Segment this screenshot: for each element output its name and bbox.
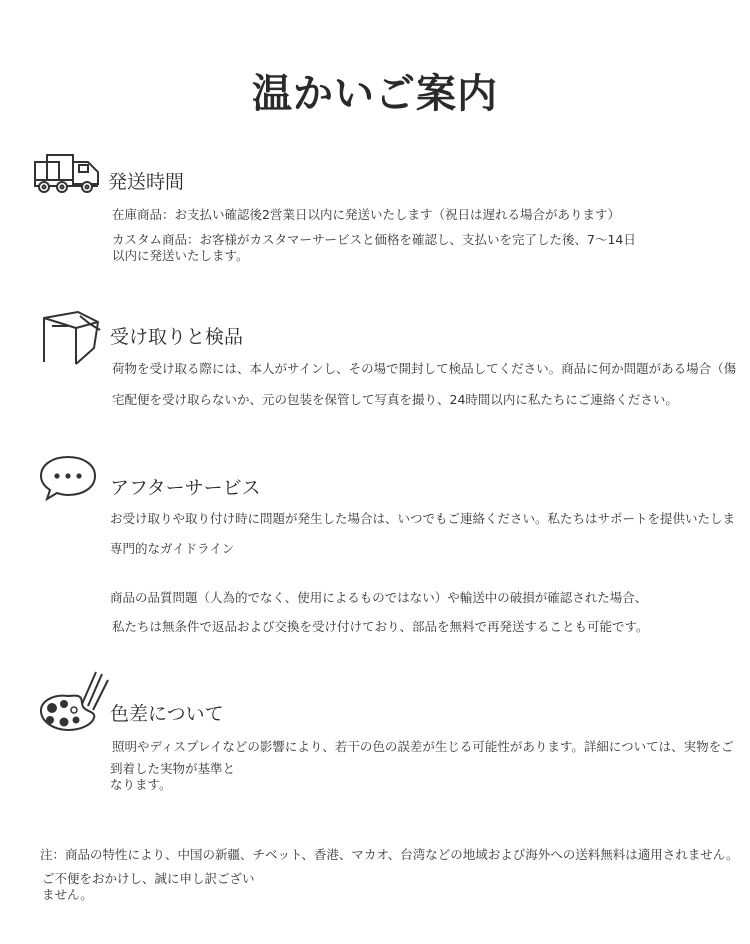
- chat-bubble-icon: [38, 454, 98, 502]
- section-heading-shipping: 発送時間: [108, 171, 185, 193]
- color-line-standard-cont: なります。: [110, 777, 172, 792]
- truck-icon: [32, 152, 104, 196]
- page-title: 温かいご案内: [252, 71, 498, 117]
- note-line-apology-cont: ません。: [42, 887, 93, 902]
- shipping-line-custom-cont: 以内に発送いたします。: [112, 248, 249, 263]
- after-service-line-return: 私たちは無条件で返品および交換を受け付けており、部品を無料で再発送することも可能です。: [112, 619, 649, 634]
- after-service-line-quality: 商品の品質問題（人為的でなく、使用によるものではない）や輸送中の破損が確認された場合、: [110, 590, 648, 605]
- shipping-line-custom: カスタム商品：お客様がカスタマーサービスと価格を確認し、支払いを完了した後、7〜14日: [112, 232, 636, 247]
- section-heading-receiving: 受け取りと検品: [110, 326, 244, 348]
- shipping-line-stock: 在庫商品：お支払い確認後2営業日以内に発送いたします（祝日は遅れる場合があります）: [112, 207, 620, 222]
- after-service-line-contact: お受け取りや取り付け時に問題が発生した場合は、いつでもご連絡ください。私たちはサポートを提供いたしま: [110, 511, 736, 526]
- box-icon: [38, 308, 104, 366]
- receiving-line-refuse: 宅配便を受け取らないか、元の包装を保管して写真を撮り、24時間以内に私たちにご連絡ください。: [112, 392, 678, 407]
- note-line-apology: ご不便をおかけし、誠に申し訳ござい: [42, 871, 255, 886]
- section-heading-color-difference: 色差について: [110, 703, 224, 725]
- palette-icon: [38, 668, 110, 734]
- section-heading-after-service: アフターサービス: [110, 477, 261, 499]
- after-service-line-guide: 専門的なガイドライン: [110, 541, 235, 556]
- receiving-line-inspect: 荷物を受け取る際には、本人がサインし、その場で開封して検品してください。商品に何か問題がある場合（傷: [112, 361, 737, 376]
- color-line-standard: 到着した実物が基準と: [110, 761, 236, 776]
- color-line-lighting: 照明やディスプレイなどの影響により、若干の色の誤差が生じる可能性があります。詳細については、実物をご: [112, 739, 734, 754]
- note-line-regions: 注：商品の特性により、中国の新疆、チベット、香港、マカオ、台湾などの地域および海外への送料無料は適用されません。: [40, 847, 739, 862]
